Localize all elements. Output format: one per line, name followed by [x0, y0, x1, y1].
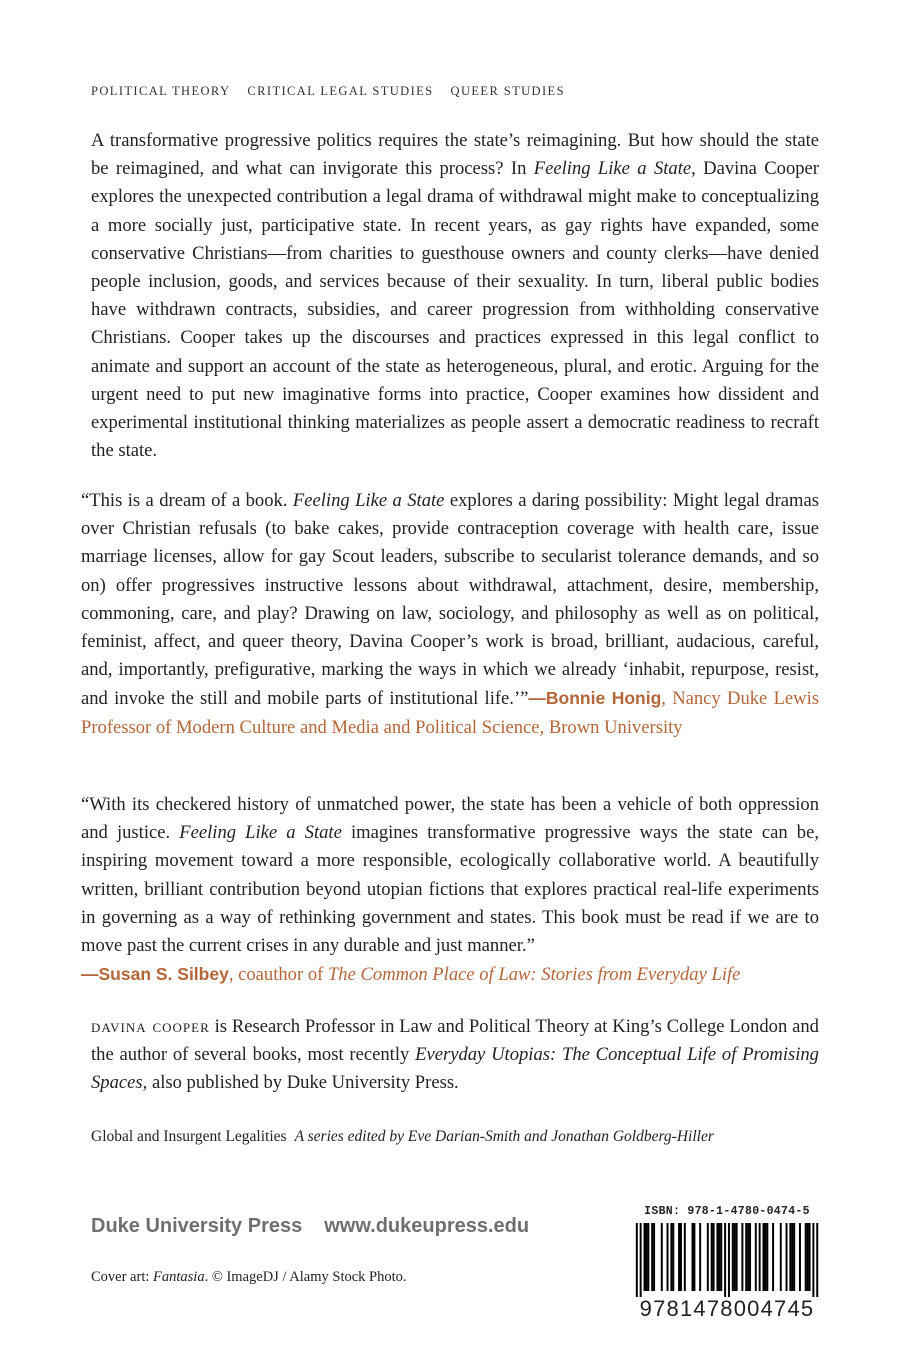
barcode-bar — [716, 1223, 718, 1291]
barcode-bar — [724, 1223, 726, 1297]
barcode-bar — [670, 1223, 672, 1291]
barcode-bar — [707, 1223, 709, 1291]
isbn-label: ISBN: 978-1-4780-0474-5 — [644, 1205, 810, 1218]
barcode-bar — [809, 1223, 811, 1291]
barcode-bar — [780, 1223, 782, 1291]
bio-text-continued: , also published by Duke University Press. — [142, 1072, 459, 1094]
barcode-bar — [651, 1223, 653, 1291]
barcode-bar — [640, 1223, 642, 1297]
barcode-bar — [672, 1223, 674, 1291]
barcode-bar — [745, 1223, 747, 1291]
quote-text: “This is a dream of a book. — [81, 490, 293, 511]
barcode-bar — [736, 1223, 738, 1291]
barcode-bar — [691, 1223, 693, 1291]
barcode-bar — [799, 1223, 801, 1291]
barcode-bar — [720, 1223, 722, 1291]
barcode-bar — [732, 1223, 734, 1291]
publisher-line — [91, 1215, 529, 1238]
barcode-bar — [816, 1223, 818, 1297]
quote-book-title: Feeling Like a State — [179, 822, 342, 844]
endorsement-silbey — [81, 791, 819, 989]
barcode-bar — [693, 1223, 695, 1291]
endorser-book-title: The Common Place of Law: Stories from Everyday Life — [327, 964, 741, 986]
barcode-bar — [747, 1223, 749, 1291]
barcode-bar — [728, 1223, 730, 1297]
barcode-bar — [645, 1223, 647, 1291]
endorser-name: —Susan S. Silbey — [81, 964, 229, 985]
barcode-bar — [763, 1223, 765, 1291]
isbn-barcode — [632, 1205, 822, 1323]
endorser-affiliation: , coauthor of — [228, 964, 328, 986]
cover-art-credit — [91, 1269, 407, 1286]
category-critical-legal-studies: CRITICAL LEGAL STUDIES — [247, 84, 434, 98]
barcode-bar — [718, 1223, 720, 1291]
quote-text-continued: imagines transformative progressive ways the state can be, inspiring movement toward a more responsible, ecologically collaborative world. A beautifully written, brilliant contribution beyond utopian fictions that explores practical real-life experiments in governing as a way of rethinking government and states. This book must be read if we are to move past the current crises in any durable and just manner.” — [81, 822, 819, 957]
barcode-bar — [741, 1223, 743, 1291]
barcode-bar — [812, 1223, 814, 1297]
barcode-bar — [749, 1223, 751, 1291]
barcode-bar — [772, 1223, 774, 1291]
quote-text-continued: explores a daring possibility: Might legal dramas over Christian refusals (to bake cakes, provide contraception coverage with health care, issue marriage licenses, allow for gay Scout leaders, subscribe to secularist tolerance demands, and so on) offer progressives instructive lessons about withdrawal, attachment, desire, membership, commoning, care, and play? Drawing on law, sociology, and philosophy as well as on political, feminist, affect, and queer theory, Davina Cooper’s work is broad, brilliant, audacious, careful, and, importantly, prefigurative, marking the ways in which we already ‘inhabit, repurpose, resist, and invoke the still and mobile parts of institutional life.’” — [81, 490, 819, 710]
bio-book-title: Everyday Utopias: The Conceptual Life of Promising Spaces — [91, 1044, 819, 1094]
barcode-bar — [711, 1223, 713, 1291]
barcode-bar — [713, 1223, 715, 1291]
barcode-bar — [805, 1223, 807, 1291]
barcode-bar — [644, 1223, 646, 1291]
endorsement-honig — [81, 487, 819, 742]
barcode-bar — [786, 1223, 788, 1291]
barcode-bar — [807, 1223, 809, 1291]
cover-credit-prefix: Cover art: — [91, 1269, 154, 1285]
barcode-bar — [684, 1223, 686, 1291]
barcode-bar — [764, 1223, 766, 1291]
author-name: davina cooper — [91, 1016, 210, 1037]
endorser-affiliation: , Nancy Duke Lewis Professor of Modern Culture and Media and Political Science, Brown University — [81, 688, 820, 738]
subject-categories — [91, 84, 582, 99]
barcode-bar — [766, 1223, 768, 1291]
quote-text: “With its checkered history of unmatched power, the state has been a vehicle of both oppression and justice. — [81, 794, 819, 844]
book-description — [91, 127, 819, 465]
bio-text: is Research Professor in Law and Political Theory at King’s College London and the author of several books, most recently — [91, 1016, 819, 1066]
quote-book-title: Feeling Like a State — [292, 490, 445, 511]
barcode-bar — [653, 1223, 655, 1291]
cover-art-title: Fantasia — [153, 1269, 205, 1285]
barcode-bar — [789, 1223, 791, 1291]
publisher-url: www.dukeupress.edu — [324, 1215, 530, 1237]
barcode-digits: 9781478004745 — [639, 1296, 815, 1321]
category-queer-studies: QUEER STUDIES — [450, 84, 565, 98]
barcode-bar — [791, 1223, 793, 1291]
series-editors: A series edited by Eve Darian-Smith and Jonathan Goldberg-Hiller — [294, 1128, 714, 1145]
barcode-bar — [647, 1223, 649, 1291]
description-book-title: Feeling Like a State — [533, 158, 692, 180]
barcode-bar — [680, 1223, 682, 1291]
barcode-bar — [734, 1223, 736, 1291]
series-info — [91, 1128, 714, 1146]
barcode-bar — [699, 1223, 701, 1291]
description-text-continued: , Davina Cooper explores the unexpected contribution a legal drama of withdrawal might make to conceptualizing a more socially just, participative state. In recent years, as gay rights have expanded, some conservative Christians—from charities to guesthouse owners and county clerks—have denied people inclusion, goods, and services because of their sexuality. In turn, liberal public bodies have withdrawn contracts, subsidies, and career progression from withholding conservative Christians. Cooper takes up the discourses and practices expressed in this legal conflict to animate and support an account of the state as heterogeneous, plural, and erotic. Arguing for the urgent need to put new imaginative forms into practice, Cooper examines how dissident and experimental institutional thinking materializes as people assert a democratic readiness to recraft the state. — [91, 158, 819, 462]
barcode-bar — [755, 1223, 757, 1291]
endorser-name: —Bonnie Honig — [528, 688, 662, 709]
series-name: Global and Insurgent Legalities — [91, 1128, 287, 1145]
barcode-bar — [667, 1223, 669, 1291]
barcode-bar — [759, 1223, 761, 1291]
category-political-theory: POLITICAL THEORY — [91, 84, 231, 98]
author-bio — [91, 1013, 819, 1098]
cover-credit-suffix: . © ImageDJ / Alamy Stock Photo. — [204, 1269, 407, 1285]
barcode-bar — [678, 1223, 680, 1291]
barcode-bar — [636, 1223, 638, 1297]
publisher-name: Duke University Press — [91, 1215, 303, 1237]
barcode-bar — [793, 1223, 795, 1291]
barcode-bars — [632, 1223, 822, 1297]
barcode-bar — [661, 1223, 663, 1291]
description-text: A transformative progressive politics requires the state’s reimagining. But how should the state be reimagined, and what can invigorate this process? In — [91, 130, 819, 180]
